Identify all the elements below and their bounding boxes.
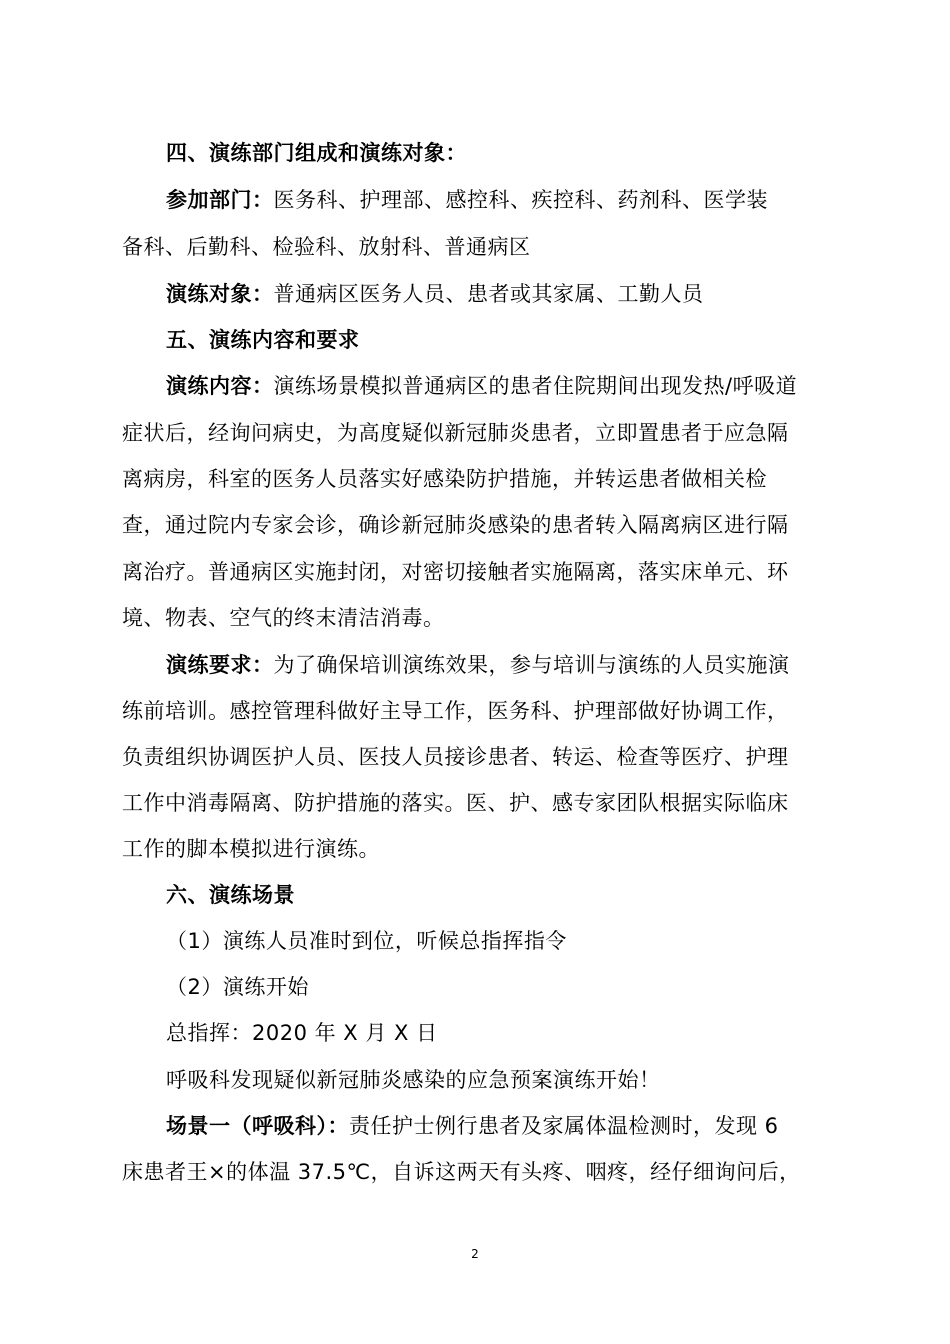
text-requirements-line5: 工作的脚本模拟进行演练。 <box>122 837 380 861</box>
label-targets: 演练对象： <box>166 282 274 306</box>
text-requirements-line4: 工作中消毒隔离、防护措施的落实。医、护、感专家团队根据实际临床 <box>122 791 789 815</box>
text-requirements-line3: 负责组织协调医护人员、医技人员接诊患者、转运、检查等医疗、护理 <box>122 745 789 769</box>
text-targets: 普通病区医务人员、患者或其家属、工勤人员 <box>273 282 704 306</box>
paragraph-content <box>166 371 797 401</box>
text-content-line2: 症状后，经询问病史，为高度疑似新冠肺炎患者，立即置患者于应急隔 <box>122 421 789 445</box>
text-content-line6: 境、物表、空气的终末清洁消毒。 <box>122 606 445 630</box>
text-requirements-line2: 练前培训。感控管理科做好主导工作，医务科、护理部做好协调工作， <box>122 699 789 723</box>
label-departments: 参加部门： <box>166 188 274 212</box>
text-content-line1: 演练场景模拟普通病区的患者住院期间出现发热/呼吸道 <box>273 374 798 398</box>
text-commander: 总指挥：2020 年 X 月 X 日 <box>166 1021 438 1045</box>
text-departments-line1: 医务科、护理部、感控科、疾控科、药剂科、医学装 <box>273 188 768 212</box>
paragraph-departments <box>166 185 768 215</box>
label-requirements: 演练要求： <box>166 653 274 677</box>
text-scene-1-line2: 床患者王×的体温 37.5℃，自诉这两天有头疼、咽疼，经仔细询问后， <box>122 1160 801 1184</box>
section-heading-6: 六、演练场景 <box>166 883 295 907</box>
paragraph-targets <box>166 279 704 309</box>
label-scene-1: 场景一（呼吸科）： <box>166 1114 349 1138</box>
text-announcement: 呼吸科发现疑似新冠肺炎感染的应急预案演练开始！ <box>166 1068 661 1092</box>
label-content: 演练内容： <box>166 374 274 398</box>
paragraph-scene-1 <box>166 1111 779 1141</box>
text-scene-1-line1: 责任护士例行患者及家属体温检测时，发现 6 <box>349 1114 779 1138</box>
text-content-line5: 离治疗。普通病区实施封闭，对密切接触者实施隔离，落实床单元、环 <box>122 560 789 584</box>
text-departments-line2: 备科、后勤科、检验科、放射科、普通病区 <box>122 235 531 259</box>
text-content-line3: 离病房，科室的医务人员落实好感染防护措施，并转运患者做相关检 <box>122 467 767 491</box>
page-number: 2 <box>471 1247 479 1261</box>
section-heading-5: 五、演练内容和要求 <box>166 328 360 352</box>
text-content-line4: 查，通过院内专家会诊，确诊新冠肺炎感染的患者转入隔离病区进行隔 <box>122 513 789 537</box>
paragraph-requirements <box>166 650 790 680</box>
section-heading-4: 四、演练部门组成和演练对象： <box>166 141 467 165</box>
text-requirements-line1: 为了确保培训演练效果，参与培训与演练的人员实施演 <box>273 653 790 677</box>
list-item-2: （2）演练开始 <box>166 975 309 999</box>
list-item-1: （1）演练人员准时到位，听候总指挥指令 <box>166 929 567 953</box>
